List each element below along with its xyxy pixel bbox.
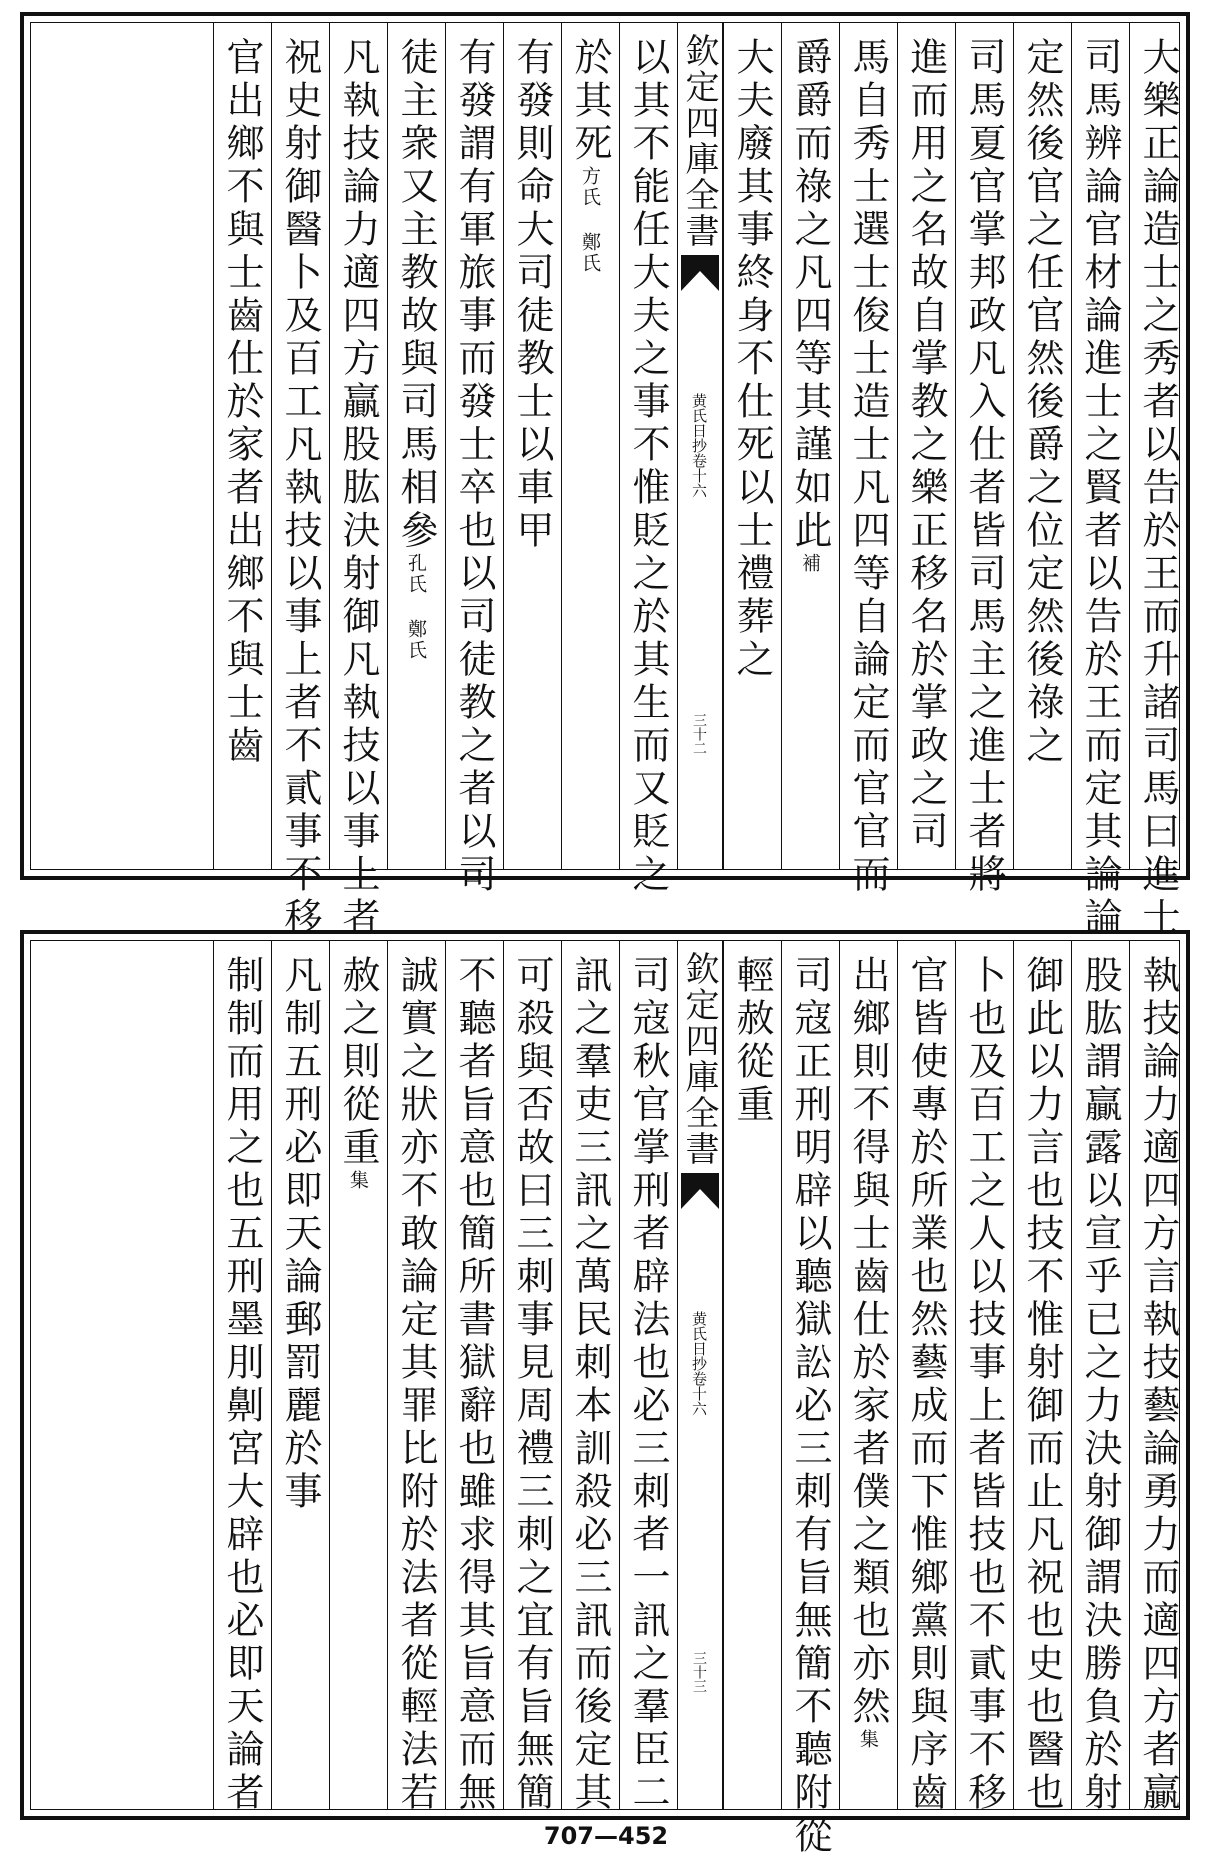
text-column: 出鄉則不得與士齒仕於家者僕之類也亦然集 <box>839 941 897 1809</box>
text-column: 不聽者旨意也簡所書獄辭也雖求得其旨意而無 <box>445 941 503 1809</box>
collection-title: 欽定四庫全書 <box>679 951 719 1167</box>
text-column: 可殺與否故曰三刺事見周禮三刺之宜有旨無簡 <box>503 941 561 1809</box>
volume-label: 卷十六 <box>690 453 708 498</box>
text-column: 赦之則從重集 <box>329 941 387 1809</box>
text-column: 執技論力適四方言執技藝論勇力而適四方者贏 <box>1129 941 1187 1809</box>
text-column: 祝史射御醫卜及百工凡執技以事上者不貳事不移 <box>271 23 329 869</box>
text-column: 於其死方氏 鄭氏 <box>561 23 619 869</box>
text-column: 馬自秀士選士俊士造士凡四等自論定而官官而 <box>839 23 897 869</box>
page-number: 707—452 <box>543 1822 669 1850</box>
page-header-column <box>677 23 723 869</box>
text-column: 以其不能任大夫之事不惟貶之於其生而又貶之 <box>619 23 677 869</box>
fishtail-mark-icon <box>681 1173 719 1209</box>
book-title: 黄氏日抄 <box>690 1311 708 1371</box>
leaf-number: 三十二 <box>691 713 707 755</box>
text-column: 凡執技論力適四方贏股肱決射御凡執技以事上者 <box>329 23 387 869</box>
collection-title: 欽定四庫全書 <box>679 33 719 249</box>
text-column: 制制而用之也五刑墨刖劓宮大辟也必即天論者 <box>213 941 271 1809</box>
text-column: 御此以力言也技不惟射御而止凡祝也史也醫也 <box>1013 941 1071 1809</box>
text-column: 司寇秋官掌刑者辟法也必三刺者一訊之羣臣二 <box>619 941 677 1809</box>
fishtail-mark-icon <box>681 255 719 291</box>
volume-label: 卷十六 <box>690 1371 708 1416</box>
text-column: 官出鄉不與士齒仕於家者出鄉不與士齒 <box>213 23 271 869</box>
text-column: 徒主衆又主教故與司馬相參孔氏 鄭氏 <box>387 23 445 869</box>
text-column: 卜也及百工之人以技事上者皆技也不貳事不移 <box>955 941 1013 1809</box>
text-column: 進而用之名故自掌教之樂正移名於掌政之司 <box>897 23 955 869</box>
text-column: 誠實之狀亦不敢論定其罪比附於法者從輕法若 <box>387 941 445 1809</box>
text-column: 有發謂有軍旅事而發士卒也以司徒教之者以司 <box>445 23 503 869</box>
page-header-column <box>677 941 723 1809</box>
book-title: 黄氏日抄 <box>690 393 708 453</box>
top-page-panel <box>20 12 1190 940</box>
text-column: 股肱謂贏露以宣乎已之力決射御謂決勝負於射 <box>1071 941 1129 1809</box>
text-column: 凡制五刑必即天論郵罰麗於事 <box>271 941 329 1809</box>
text-column: 爵爵而祿之凡四等其謹如此補 <box>781 23 839 869</box>
text-column: 輕赦從重 <box>723 941 781 1809</box>
text-column: 有發則命大司徒教士以車甲 <box>503 23 561 869</box>
text-column: 司馬夏官掌邦政凡入仕者皆司馬主之進士者將 <box>955 23 1013 869</box>
text-column: 大樂正論造士之秀者以告於王而升諸司馬曰進士 <box>1129 23 1187 869</box>
top-page-frame <box>30 22 1180 940</box>
text-column: 官皆使專於所業也然藝成而下惟鄉黨則與序齒 <box>897 941 955 1809</box>
text-column: 司馬辨論官材論進士之賢者以告於王而定其論論 <box>1071 23 1129 869</box>
text-column: 大夫廢其事終身不仕死以士禮葬之 <box>723 23 781 869</box>
text-column: 定然後官之任官然後爵之位定然後祿之 <box>1013 23 1071 869</box>
text-column: 司寇正刑明辟以聽獄訟必三刺有旨無簡不聽附從 <box>781 941 839 1809</box>
text-column: 訊之羣吏三訊之萬民刺本訓殺必三訊而後定其 <box>561 941 619 1809</box>
leaf-number: 三十三 <box>691 1651 707 1693</box>
